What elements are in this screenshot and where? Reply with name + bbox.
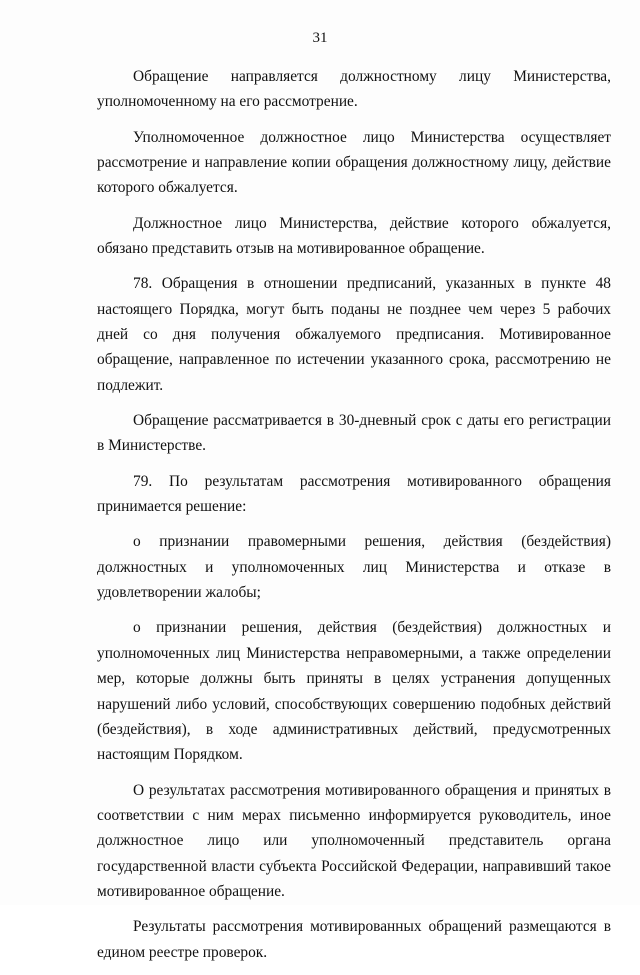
paragraph: Должностное лицо Министерства, действие которого обжалуется, обязано представить отзыв на мотивированное обращение. — [97, 214, 611, 258]
page-number: 31 — [312, 30, 328, 46]
paragraph: Обращение рассматривается в 30-дневный срок с даты его регистрации в Министерстве. — [97, 412, 611, 455]
paragraph: Результаты рассмотрения мотивированных обращений размещаются в едином реестре проверок. — [97, 918, 611, 961]
document-body — [97, 64, 611, 975]
list-item: о признании решения, действия (бездействия) должностных и уполномоченных лиц Министерства неправомерными, а также определении мер, которые должны быть приняты в целях устранения допущенных нарушений либо условий, способствующих совершению подобных действий (бездействия), в ходе административных действий, предусмотренных настоящим Порядком. — [97, 619, 611, 764]
paragraph: 79. По результатам рассмотрения мотивированного обращения принимается решение: — [97, 472, 611, 516]
paragraph: 78. Обращения в отношении предписаний, указанных в пункте 48 настоящего Порядка, могут быть поданы не позднее чем через 5 рабочих дней со дня получения обжалуемого предписания. Мотивированное обращение, направленное по истечении указанного срока, рассмотрению не подлежит. — [97, 275, 611, 394]
paragraph: О результатах рассмотрения мотивированного обращения и принятых в соответствии с ним мерах письменно информируется руководитель, иное должностное лицо или уполномоченный представитель органа государственной власти субъекта Российской Федерации, направивший такое мотивированное обращение. — [97, 781, 611, 901]
list-item: о признании правомерными решения, действия (бездействия) должностных и уполномоченных лиц Министерства и отказе в удовлетворении жалобы; — [97, 533, 611, 602]
paragraph: Уполномоченное должностное лицо Министерства осуществляет рассмотрение и направление копии обращения должностному лицу, действие которого обжалуется. — [97, 128, 611, 197]
paragraph: Обращение направляется должностному лицу Министерства, уполномоченному на его рассмотрение. — [97, 68, 611, 111]
